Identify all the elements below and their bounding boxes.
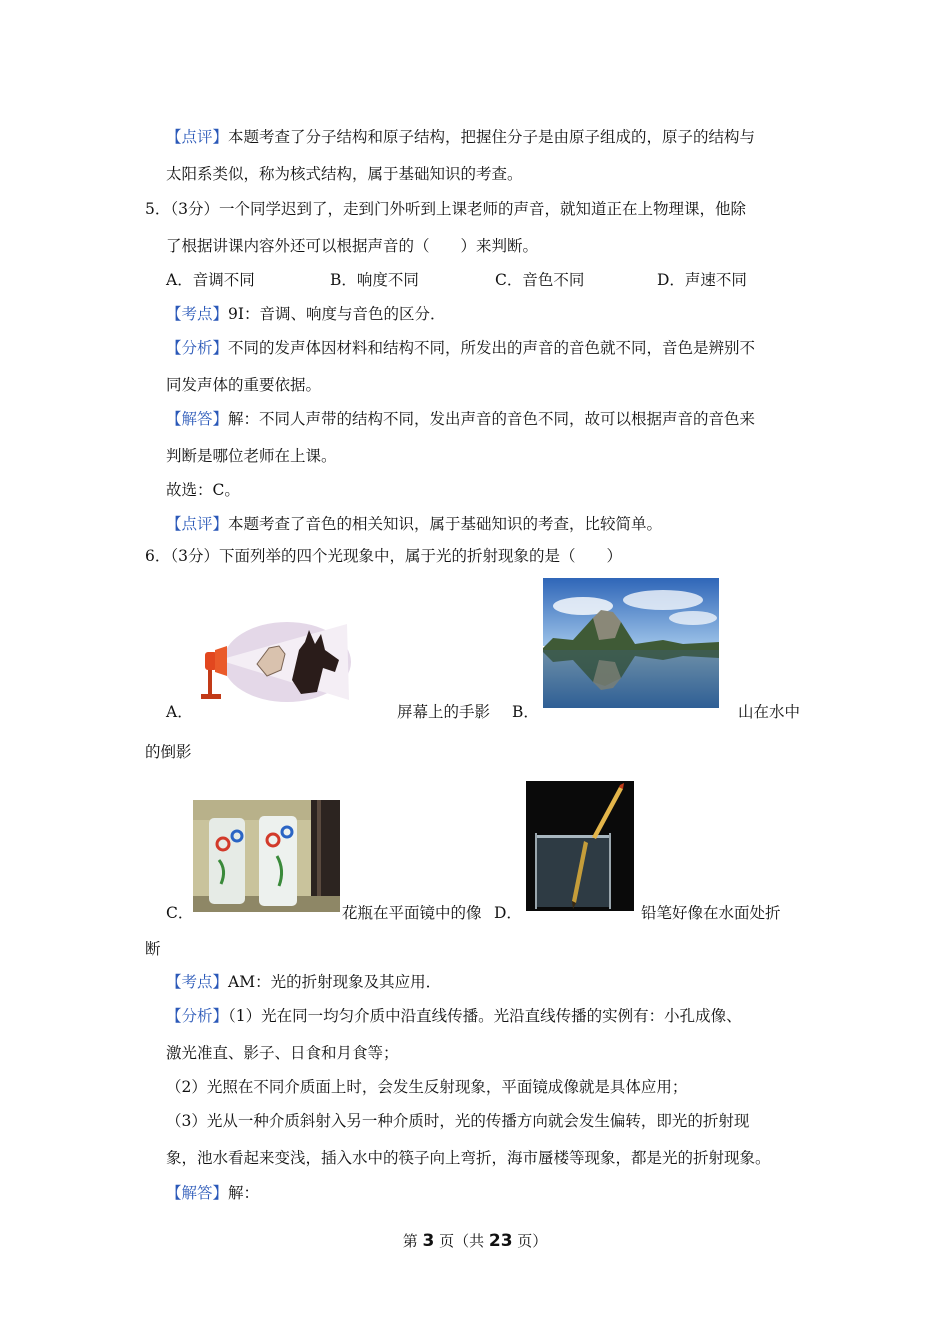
q5-option-d: D．声速不同 <box>657 271 747 289</box>
hand-shadow-image <box>197 620 352 706</box>
fenxi-tag: 【分析】 <box>166 339 229 357</box>
q6-option-b-text: 山在水中 <box>738 703 801 721</box>
q6-fenxi-line2: 激光准直、影子、日食和月食等； <box>166 1044 399 1062</box>
q6-option-b-text-cont: 的倒影 <box>145 743 192 761</box>
q5-option-c: C．音色不同 <box>495 271 585 289</box>
q6-option-d-text-cont: 断 <box>145 940 161 958</box>
mountain-reflection-image <box>543 578 719 708</box>
q6-option-a-text: 屏幕上的手影 <box>397 703 491 721</box>
review-tag: 【点评】 <box>166 515 229 533</box>
q5-option-a: A．音调不同 <box>166 271 255 289</box>
jieda-tag: 【解答】 <box>166 1184 229 1202</box>
q5-dianping: 【点评】本题考查了音色的相关知识，属于基础知识的考查，比较简单。 <box>166 515 663 533</box>
vase-mirror-image <box>193 800 340 912</box>
kaodian-tag: 【考点】 <box>166 305 229 323</box>
q6-option-b-letter: B． <box>512 703 539 721</box>
q6-fenxi-line5: 象，池水看起来变浅，插入水中的筷子向上弯折，海市蜃楼等现象，都是光的折射现象。 <box>166 1149 771 1167</box>
q6-stem: 6．（3分）下面列举的四个光现象中，属于光的折射现象的是（ ） <box>145 547 622 565</box>
q6-fenxi-line4: （3）光从一种介质斜射入另一种介质时，光的传播方向就会发生偏转，即光的折射现 <box>166 1112 750 1130</box>
review-tag: 【点评】 <box>166 128 229 146</box>
q5-jieda-line1: 【解答】解：不同人声带的结构不同，发出声音的音色不同，故可以根据声音的音色来 <box>166 410 756 428</box>
q5-choice: 故选：C。 <box>166 481 240 499</box>
q6-option-c-text: 花瓶在平面镜中的像 <box>342 904 482 922</box>
pencil-water-image <box>526 781 634 911</box>
kaodian-tag: 【考点】 <box>166 973 229 991</box>
q4-review-line2: 太阳系类似，称为核式结构，属于基础知识的考查。 <box>166 165 523 183</box>
jieda-tag: 【解答】 <box>166 410 229 428</box>
q4-review-line1: 【点评】本题考查了分子结构和原子结构，把握住分子是由原子组成的，原子的结构与 <box>166 128 756 146</box>
page-total: 23 <box>488 1231 513 1251</box>
q5-stem-line2: 了根据讲课内容外还可以根据声音的（ ）来判断。 <box>166 237 539 255</box>
q6-kaodian: 【考点】AM：光的折射现象及其应用． <box>166 973 442 991</box>
q6-option-a-letter: A． <box>166 703 193 721</box>
fenxi-tag: 【分析】 <box>166 1007 229 1025</box>
page-footer: 第 3 页（共 23 页） <box>402 1231 548 1251</box>
q5-fenxi-line1: 【分析】不同的发声体因材料和结构不同，所发出的声音的音色就不同，音色是辨别不 <box>166 339 756 357</box>
q5-fenxi-line2: 同发声体的重要依据。 <box>166 376 322 394</box>
q5-kaodian: 【考点】9I：音调、响度与音色的区分． <box>166 305 446 323</box>
q6-option-d-text: 铅笔好像在水面处折 <box>641 904 781 922</box>
q6-jieda: 【解答】解： <box>166 1184 260 1202</box>
q6-option-d-letter: D． <box>494 904 522 922</box>
q5-jieda-line2: 判断是哪位老师在上课。 <box>166 447 337 465</box>
q6-option-c-letter: C． <box>166 904 194 922</box>
q5-option-b: B．响度不同 <box>330 271 419 289</box>
q6-fenxi-line3: （2）光照在不同介质面上时，会发生反射现象，平面镜成像就是具体应用； <box>166 1078 688 1096</box>
q6-fenxi-line1: 【分析】（1）光在同一均匀介质中沿直线传播。光沿直线传播的实例有：小孔成像、 <box>166 1007 742 1025</box>
q5-stem-line1: 5．（3分）一个同学迟到了，走到门外听到上课老师的声音，就知道正在上物理课，他除 <box>145 200 746 218</box>
page-number: 3 <box>422 1231 435 1251</box>
